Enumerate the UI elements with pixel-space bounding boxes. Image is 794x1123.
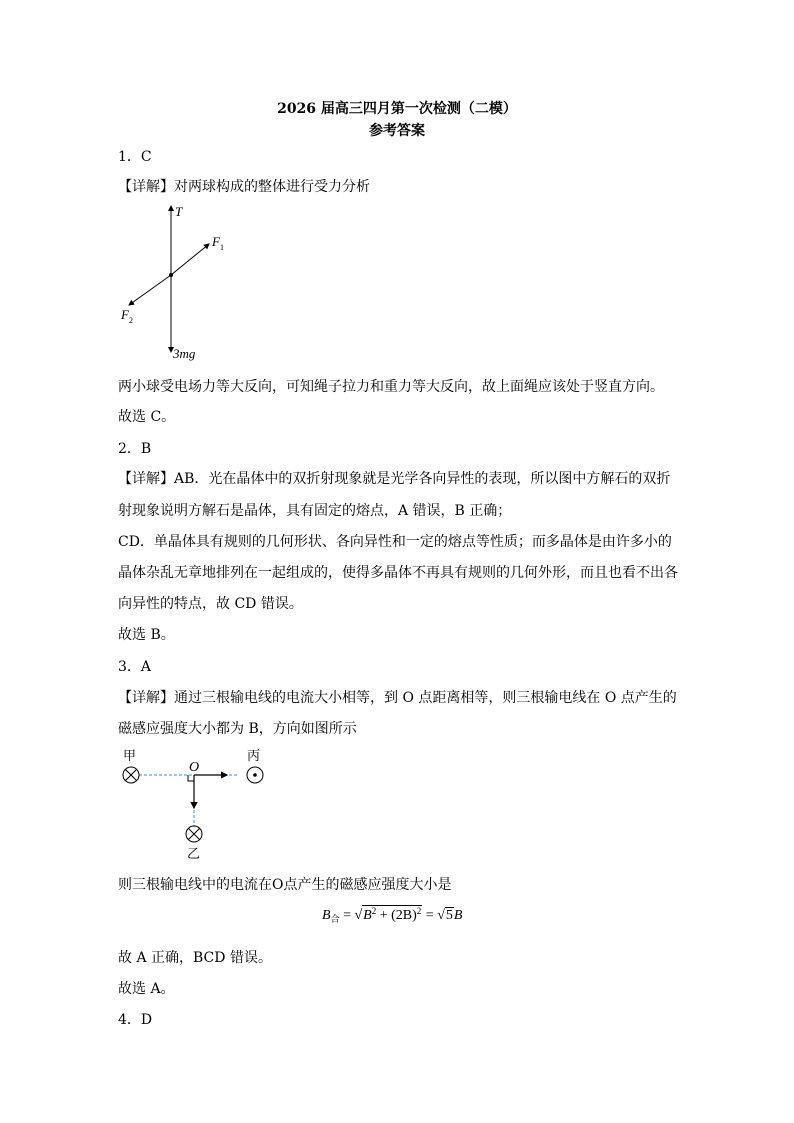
q2-line4: 晶体杂乱无章地排列在一起组成的，使得多晶体不再具有规则的几何外形，而且也看不出各 [118,565,678,581]
center-point [169,273,173,277]
q1-answer: 1．C [118,149,152,165]
label-F1: $F_1$ [212,234,224,252]
q2-answer: 2．B [118,441,152,457]
q1-conclusion: 故选 C。 [118,409,176,425]
f1-arrow [171,244,209,275]
wire-jia-icon [123,767,139,783]
q2-line3: CD．单晶体具有规则的几何形状、各向异性和一定的熔点等性质；而多晶体是由许多小的 [118,534,672,550]
wire-diagram [115,742,275,860]
label-O: O [189,760,200,775]
label-yi: 乙 [187,846,201,860]
wire-bing-icon [247,767,263,783]
q1-text1: 两小球受电场力等大反向，可知绳子拉力和重力等大反向，故上面绳应该处于竖直方向。 [118,379,664,395]
q3-line2: 磁感应强度大小都为 B，方向如图所示 [118,721,357,737]
q3-line1: 【详解】通过三根输电线的电流大小相等，到 O 点距离相等，则三根输电线在 O 点产生的 [118,690,677,706]
page-subtitle: 参考答案 [369,123,425,139]
q3-formula: $B_合 = √B^2 + (2B)^2 = √5B$ [322,906,463,924]
q3-answer: 3．A [118,659,152,675]
page-title: 2026 届高三四月第一次检测（二模） [277,101,517,117]
q1-detail: 【详解】对两球构成的整体进行受力分析 [118,179,370,195]
q3-conclusion: 故选 A。 [118,981,175,997]
force-diagram [115,200,235,365]
q2-line1: 【详解】AB．光在晶体中的双折射现象就是光学各向异性的表现，所以图中方解石的双折 [118,471,671,487]
q2-line2: 射现象说明方解石是晶体，具有固定的熔点，A 错误，B 正确； [118,503,512,519]
label-jia: 甲 [123,748,137,763]
label-bing: 丙 [247,748,261,763]
f2-arrow [129,275,171,305]
label-F2: $F_2$ [121,307,133,325]
q3-line3: 则三根输电线中的电流在O点产生的磁感应强度大小是 [118,877,452,893]
label-3mg: 3mg [173,346,196,361]
q2-conclusion: 故选 B。 [118,627,175,643]
q2-line5: 向异性的特点，故 CD 错误。 [118,596,303,612]
label-T: T [175,204,183,219]
q3-line4: 故 A 正确，BCD 错误。 [118,950,272,966]
wire-yi-icon [186,826,202,842]
q4-answer: 4．D [118,1012,153,1028]
